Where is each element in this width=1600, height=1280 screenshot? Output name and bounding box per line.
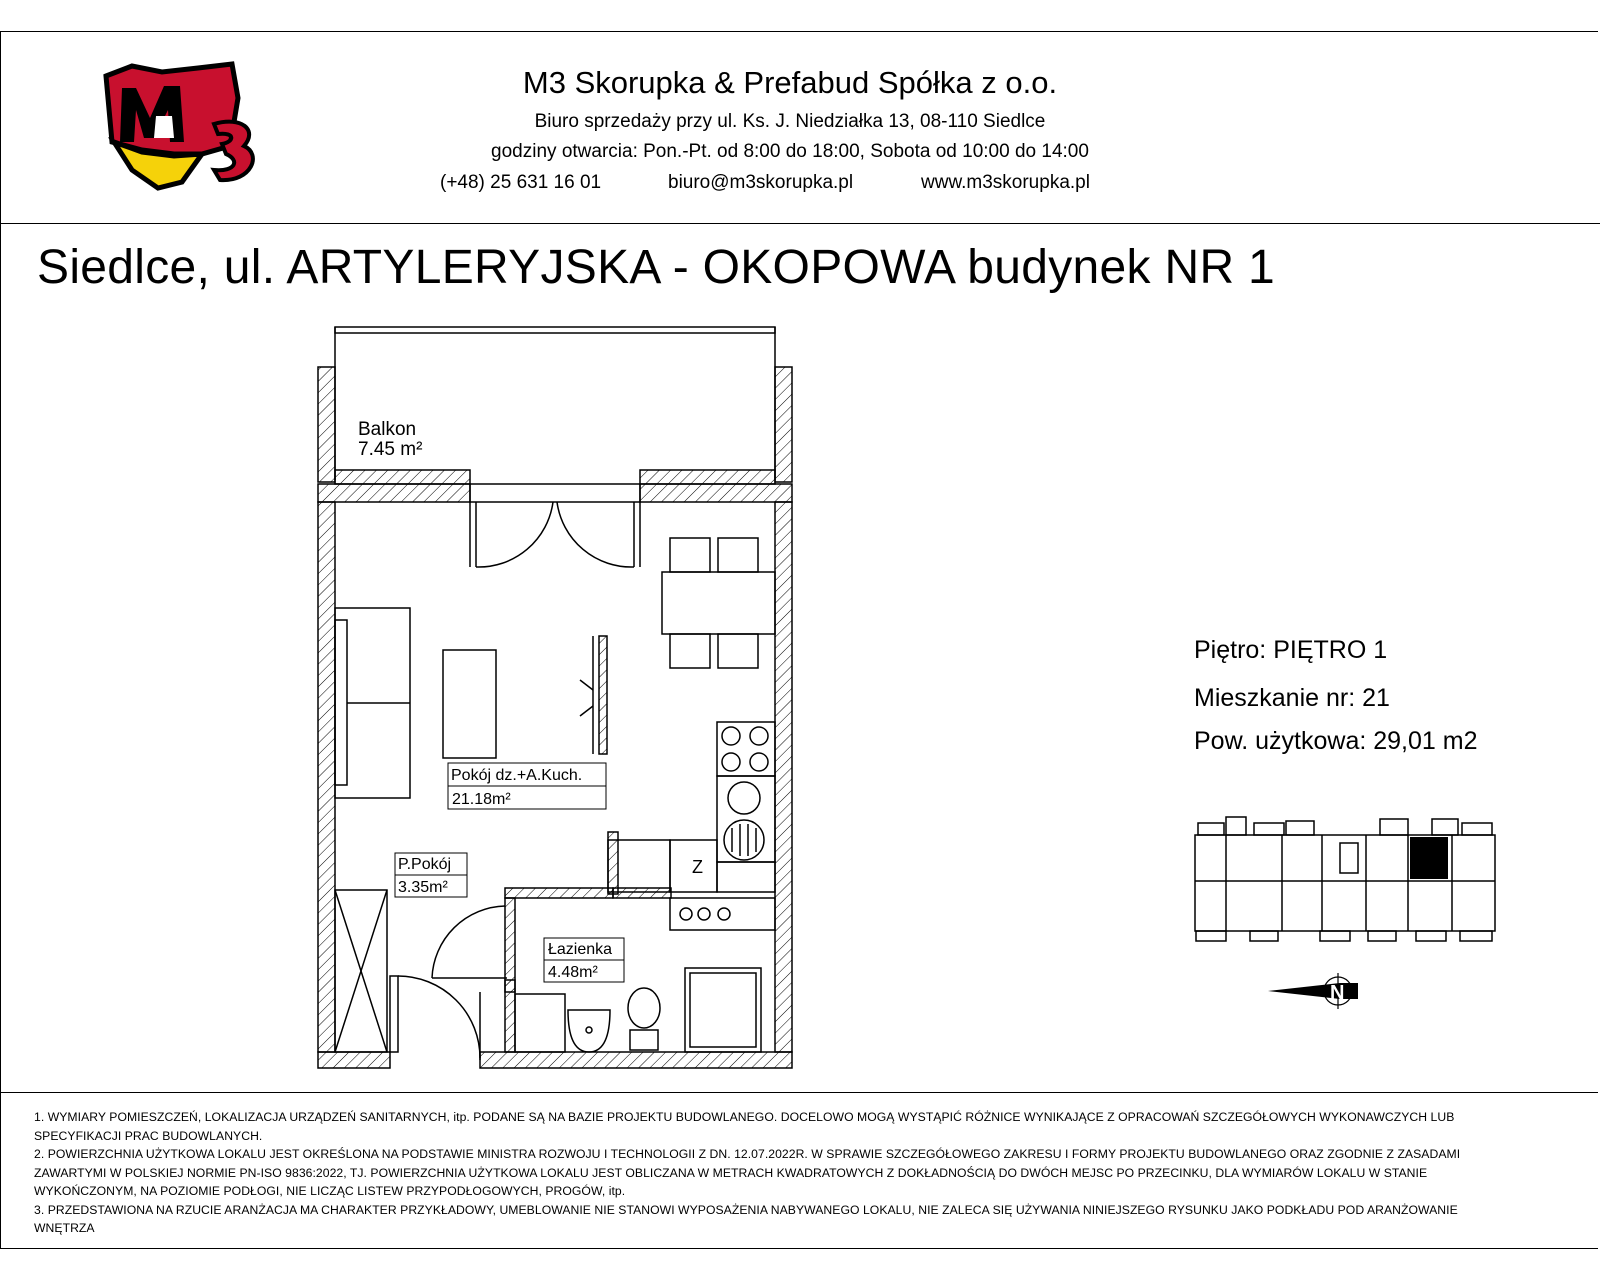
apartment-highlight (1410, 837, 1448, 879)
floor-info: Piętro: PIĘTRO 1 (1194, 636, 1388, 664)
chair (670, 634, 710, 668)
chair (718, 538, 758, 572)
company-logo (102, 58, 264, 198)
wall-bottom-right (480, 1052, 792, 1068)
phone: (+48) 25 631 16 01 (440, 172, 602, 193)
toilet (628, 988, 660, 1028)
note-2: 2. POWIERZCHNIA UŻYTKOWA LOKALU JEST OKREŚLONA NA PODSTAWIE MINISTRA ROZWOJU I TECHNOLOGII Z DN. 12.07.2022R. W SPRAWIE SZCZEGÓŁOWEGO ZAKRESU I FORMY PROJEKTU BUDOWLANEGO ORAZ ZGODNIE Z ZASADAMI ZAWARTYMI W POLSKIEJ NORMIE PN-ISO 9836:2022, TJ. POWIERZCHNIA UŻYTKOWA LOKALU JEST OBLICZANA W METRACH KWADRATOWYCH Z DOKŁADNOŚCIĄ DO DWÓCH MEJSC PO PRZECINKU, DLA WYMIARÓW LOKALU W STANIE WYKOŃCZONYM, NA POZIOMIE PODŁOGI, NIE LICZĄC LISTEW PRZYPODŁOGOWYCH, PROGÓW, itp. (34, 1147, 1461, 1198)
bathroom-door-swing (432, 906, 505, 978)
bathroom-area: 4.48m² (548, 964, 598, 981)
balcony-slab-right (640, 470, 775, 484)
coffee-table (443, 650, 496, 758)
notes-divider (0, 1092, 1598, 1093)
appliance-row (670, 898, 775, 930)
wall-top-left (318, 484, 470, 502)
usable-area: Pow. użytkowa: 29,01 m2 (1194, 727, 1478, 755)
fridge-mark: Z (692, 857, 703, 877)
bathroom-name: Łazienka (548, 941, 613, 958)
compass-arrow (1268, 983, 1358, 999)
wall-top-right (640, 484, 792, 502)
living-room-name: Pokój dz.+A.Kuch. (451, 767, 583, 784)
shower-tray (685, 968, 761, 1052)
washing-machine (515, 994, 565, 1052)
living-room-area: 21.18m² (452, 791, 511, 808)
entry-door-swing (398, 976, 480, 1058)
compass-label: N (1330, 982, 1345, 1004)
notes (34, 1108, 1484, 1238)
dining-table (662, 572, 775, 634)
wall-bottom-left (318, 1052, 390, 1068)
balcony-wall-right (775, 367, 792, 482)
chair (718, 634, 758, 668)
hall-area: 3.35m² (398, 879, 448, 896)
balcony-door-swing-right (557, 502, 634, 567)
floor-plan (300, 320, 820, 1080)
page-title: Siedlce, ul. ARTYLERYJSKA - OKOPOWA budynek NR 1 (37, 241, 1276, 294)
note-1: 1. WYMIARY POMIESZCZEŃ, LOKALIZACJA URZĄDZEŃ SANITARNYCH, itp. PODANE SĄ NA BAZIE PROJEKTU BUDOWLANEGO. DOCELOWO MOGĄ WYSTĄPIĆ RÓŻNICE WYNIKAJĄCE Z OPRACOWAŃ SZCZEGÓŁOWYCH WYKONAWCZYCH LUB SPECYFIKACJI PRAC BUDOWLANYCH. (34, 1110, 1455, 1143)
wall-left (318, 502, 335, 1052)
hall-name: P.Pokój (398, 856, 452, 873)
tv-unit (599, 636, 607, 754)
note-3: 3. PRZEDSTAWIONA NA RZUCIE ARANŻACJA MA CHARAKTER PRZYKŁADOWY, UMEBLOWANIE NIE STANOWI WYPOSAŻENIA NABYWANEGO LOKALU, NIE ZALECA SIĘ UŻYWANIA NINIEJSZEGO RYSUNKU JAKO PODKŁADU POD ARANŻOWANIE WNĘTRZA (34, 1202, 1458, 1235)
wall-right (775, 502, 792, 1052)
website: www.m3skorupka.pl (921, 172, 1090, 193)
balcony-railing (335, 327, 775, 333)
washbasin (568, 1010, 610, 1052)
chair (670, 538, 710, 572)
balcony-area: 7.45 m² (358, 439, 423, 460)
balcony-door-swing-left (476, 502, 553, 567)
building-key-plan (1190, 815, 1500, 1015)
sales-office: Biuro sprzedaży przy ul. Ks. J. Niedziałka 13, 08-110 Siedlce (534, 111, 1046, 132)
company-name: M3 Skorupka & Prefabud Spółka z o.o. (522, 65, 1058, 100)
balcony-name: Balkon (358, 419, 417, 440)
opening-hours: godziny otwarcia: Pon.-Pt. od 8:00 do 18:00, Sobota od 10:00 do 14:00 (491, 141, 1089, 162)
email: biuro@m3skorupka.pl (668, 172, 854, 193)
partition-wall (505, 888, 613, 898)
balcony-wall-left (318, 367, 335, 482)
balcony-slab-left (335, 470, 470, 484)
apartment-number: Mieszkanie nr: 21 (1194, 684, 1390, 712)
